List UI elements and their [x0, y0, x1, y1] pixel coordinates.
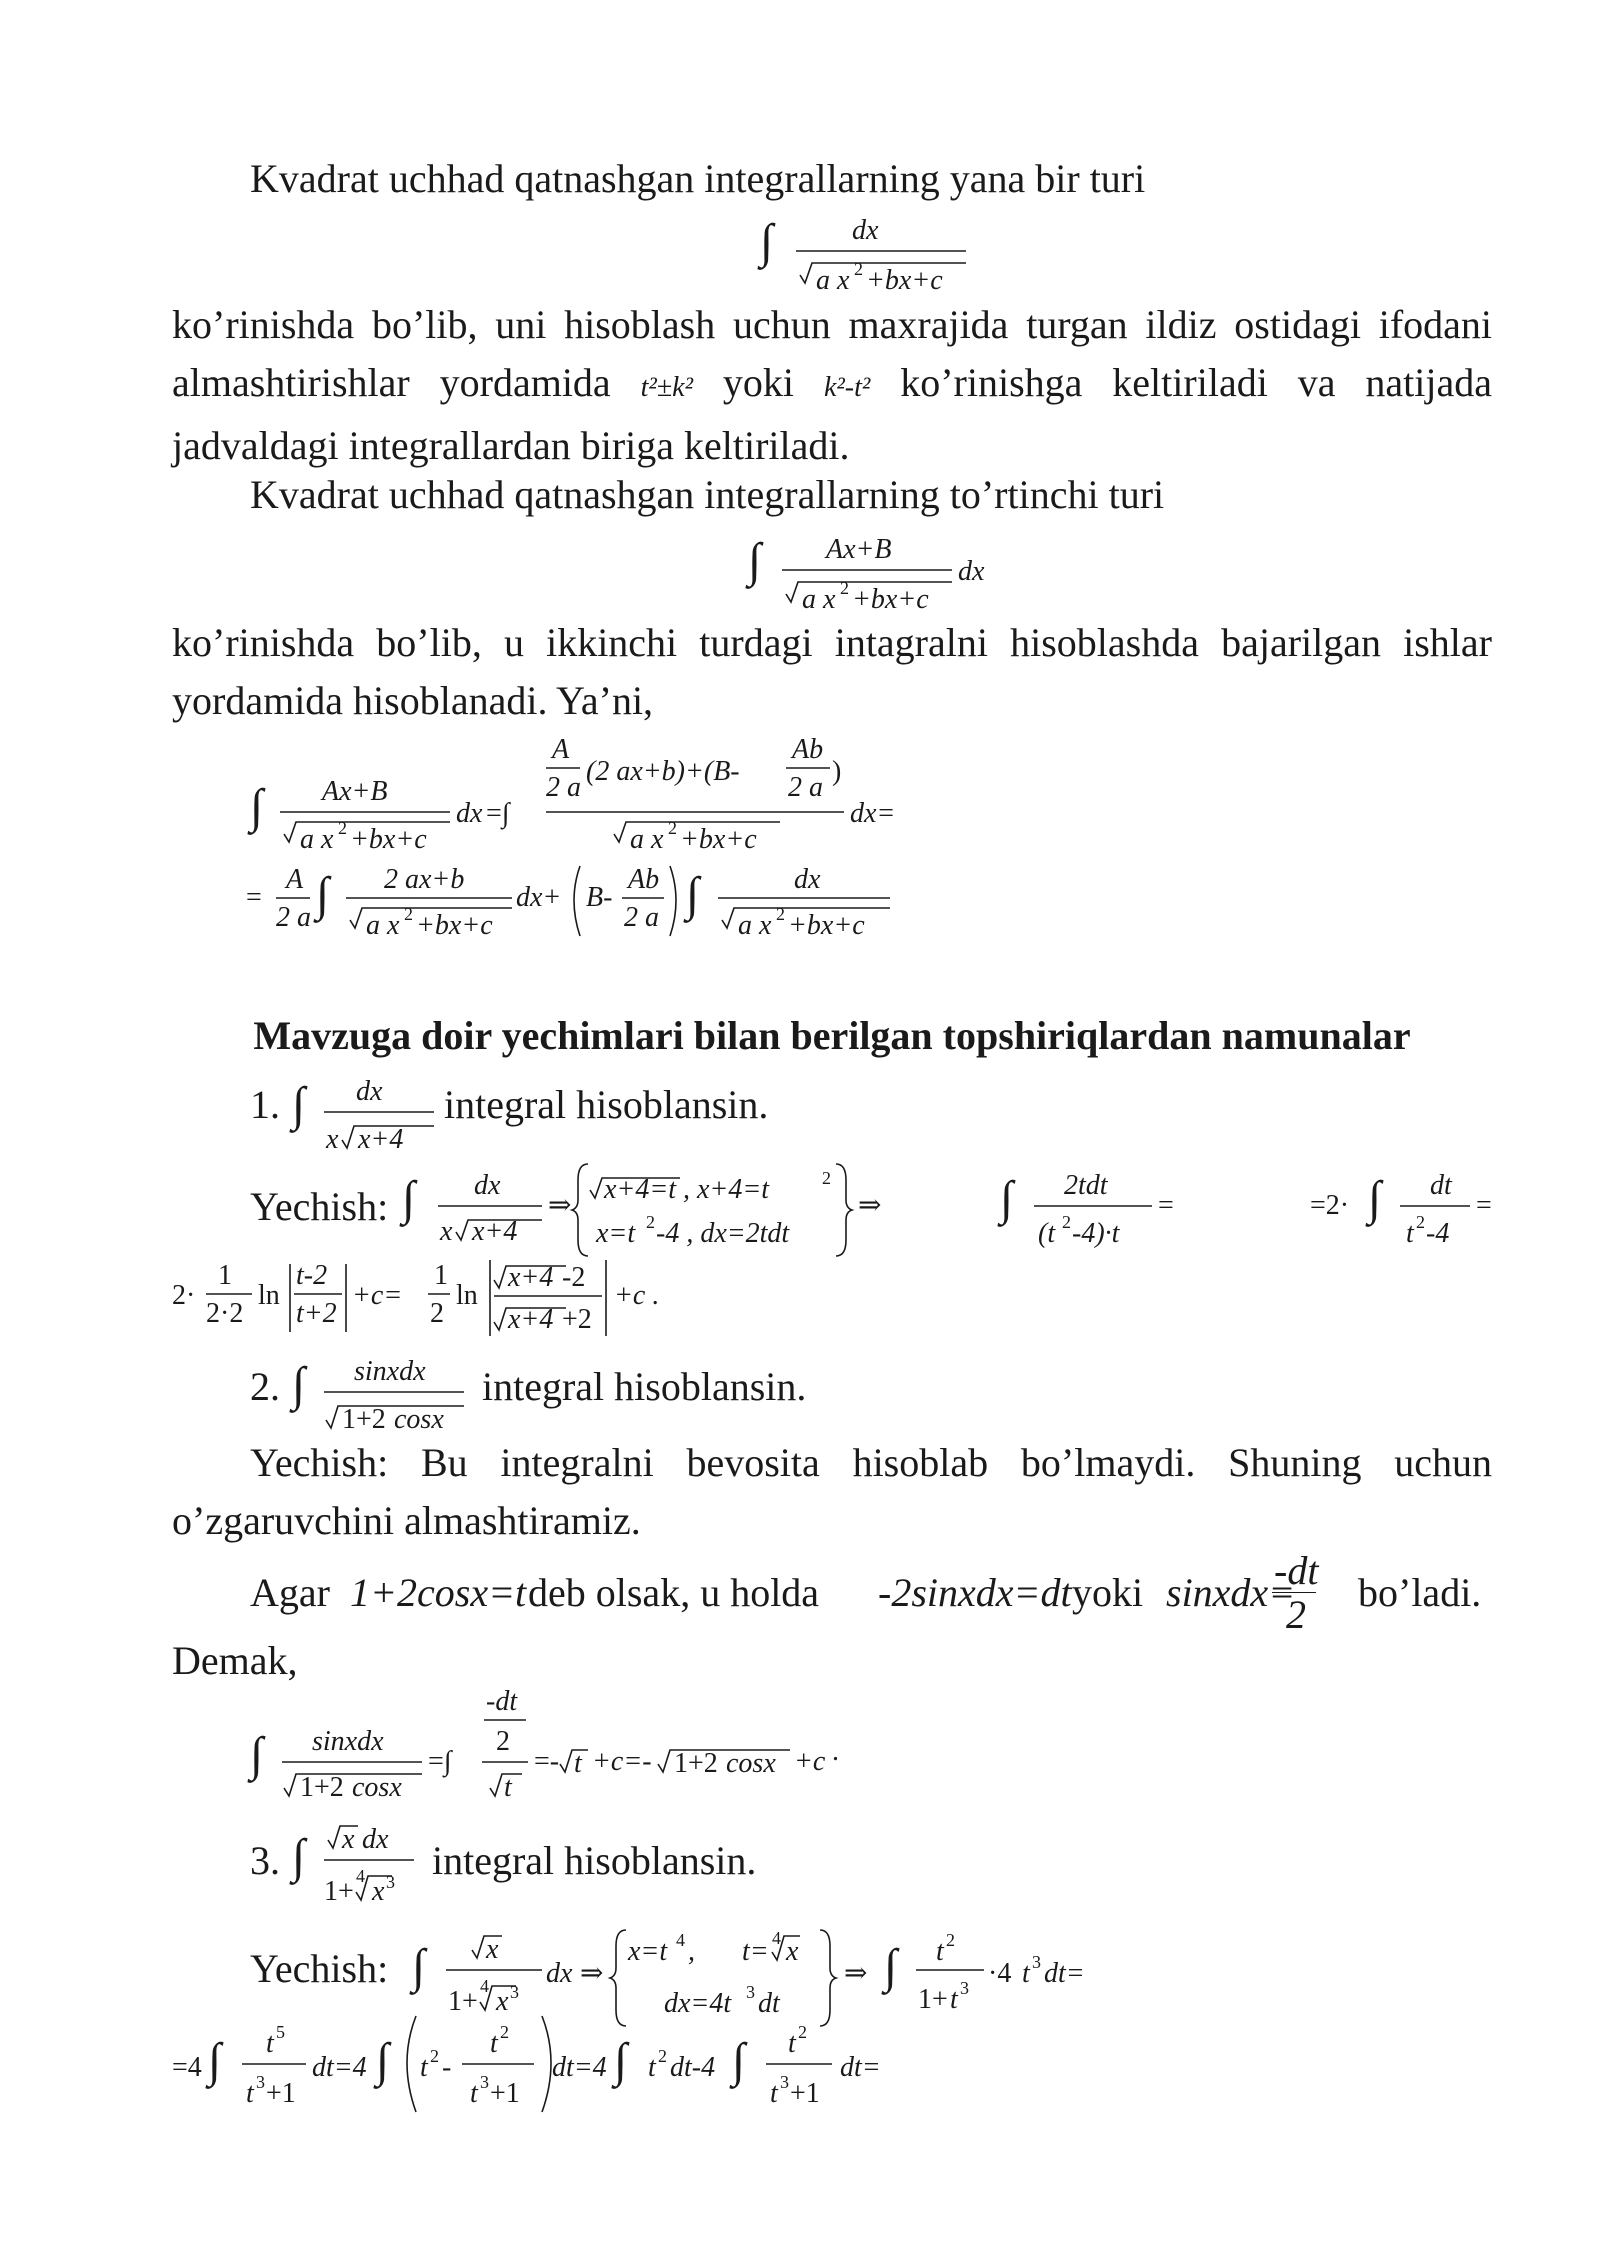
svg-text:A: A — [286, 864, 304, 895]
svg-text:x: x — [326, 1124, 339, 1155]
svg-text:dt=4: dt=4 — [312, 2052, 367, 2083]
svg-text:2 a: 2 a — [788, 772, 823, 803]
svg-text:dx: dx — [474, 1170, 501, 1201]
math-t2-pm-k2: t²±k² — [640, 372, 693, 403]
svg-text:dx: dx — [958, 556, 985, 587]
svg-text:1+2: 1+2 — [342, 1404, 386, 1435]
math-substitution-2: -2sinxdx=dt — [878, 1570, 1072, 1615]
svg-text:2 a: 2 a — [276, 902, 311, 933]
svg-text:(2 ax+b)+(B-: (2 ax+b)+(B- — [586, 756, 740, 787]
formula-example-3-integral — [292, 1808, 422, 1913]
svg-text:2: 2 — [496, 1726, 510, 1757]
svg-text:(t: (t — [1038, 1218, 1056, 1249]
svg-text:B-: B- — [586, 882, 613, 913]
example-3-solution-label: Yechish: — [250, 1946, 389, 1991]
svg-text:⇒: ⇒ — [858, 1190, 882, 1221]
svg-text:3: 3 — [746, 1982, 755, 2002]
svg-text:3: 3 — [510, 1982, 519, 2002]
svg-text:2tdt: 2tdt — [1064, 1170, 1108, 1201]
svg-text:=4: =4 — [172, 2052, 202, 2083]
svg-text:t: t — [1022, 1958, 1030, 1989]
svg-text:cosx: cosx — [394, 1404, 444, 1435]
conjunction-yoki: yoki — [722, 360, 795, 405]
svg-text:t-2: t-2 — [296, 1260, 328, 1291]
section-heading: Mavzuga doir yechimlari bilan berilgan topshiriqlardan namunalar — [253, 1013, 1411, 1058]
svg-text:∫: ∫ — [376, 2034, 390, 2087]
svg-text:dt: dt — [758, 1988, 780, 2019]
svg-text:2: 2 — [798, 2022, 807, 2042]
svg-text:+1: +1 — [790, 2078, 820, 2109]
svg-text:-4: -4 — [1426, 1218, 1450, 1249]
svg-text:x+4=t , x+4=t: x+4=t , x+4=t — [604, 1174, 769, 1205]
svg-text:+bx+c: +bx+c — [866, 265, 943, 296]
svg-text:Ax+B: Ax+B — [322, 776, 388, 807]
svg-text:∫: ∫ — [250, 780, 264, 833]
example-3-text: integral hisoblansin. — [432, 1838, 757, 1883]
svg-text:1: 1 — [434, 1260, 448, 1291]
svg-text:a x: a x — [738, 910, 772, 941]
math-substitution-3-num: -dt — [1274, 1548, 1319, 1593]
svg-text:=∫: =∫ — [428, 1746, 452, 1777]
svg-text:3: 3 — [386, 1872, 395, 1892]
svg-text:2: 2 — [854, 259, 863, 279]
svg-text:2: 2 — [430, 2046, 439, 2066]
svg-text:t=: t= — [742, 1936, 769, 1967]
svg-text:+c .: +c . — [614, 1280, 660, 1311]
formula-integral-linear-over-root — [748, 524, 1008, 619]
svg-text:x=t: x=t — [628, 1936, 668, 1967]
svg-text:t: t — [1406, 1218, 1414, 1249]
svg-text:t: t — [574, 1748, 582, 1779]
example-2-text: integral hisoblansin. — [482, 1364, 807, 1409]
svg-text:⇒: ⇒ — [548, 1190, 572, 1221]
svg-text:cosx: cosx — [726, 1748, 776, 1779]
svg-text:+bx+c: +bx+c — [852, 584, 929, 615]
svg-text:Ab: Ab — [792, 734, 824, 765]
svg-text:=: = — [246, 882, 262, 913]
paragraph-explanation-third-type — [172, 296, 1492, 475]
svg-text:dx: dx — [852, 215, 879, 246]
example-1-text: integral hisoblansin. — [444, 1082, 769, 1127]
svg-text:dx: dx — [456, 798, 483, 829]
svg-text:-: - — [442, 2052, 452, 2083]
svg-text:1+2: 1+2 — [674, 1748, 718, 1779]
svg-text:5: 5 — [276, 2022, 285, 2042]
svg-text:∫: ∫ — [884, 1940, 898, 1993]
svg-text:2·: 2· — [172, 1280, 196, 1311]
paragraph-intro-third-type: Kvadrat uchhad qatnashgan integrallarning yana bir turi — [250, 156, 1146, 201]
formula-example-3-result — [172, 2012, 932, 2127]
svg-text:4: 4 — [356, 1866, 365, 1886]
agar-label: Agar — [250, 1570, 330, 1615]
example-3-number: 3. — [250, 1838, 280, 1883]
svg-text:-dt: -dt — [486, 1686, 518, 1717]
svg-text:2: 2 — [668, 818, 677, 838]
svg-text:dt=: dt= — [840, 2052, 881, 2083]
svg-text:∫: ∫ — [614, 2034, 628, 2087]
svg-text:1+: 1+ — [918, 1984, 948, 2015]
svg-text:dt=: dt= — [1044, 1958, 1085, 1989]
svg-text:2: 2 — [1062, 1212, 1071, 1232]
svg-text:2: 2 — [338, 818, 347, 838]
svg-text:2: 2 — [1416, 1212, 1425, 1232]
svg-text:x+4: x+4 — [508, 1262, 554, 1293]
svg-text:3: 3 — [960, 1978, 969, 1998]
svg-text:∫: ∫ — [732, 2034, 746, 2087]
svg-text:t: t — [266, 2028, 274, 2059]
svg-text:2: 2 — [946, 1930, 955, 1950]
svg-text:·4: ·4 — [988, 1958, 1012, 1989]
svg-text:⇒: ⇒ — [844, 1958, 868, 1989]
svg-text:a x: a x — [816, 265, 850, 296]
svg-text:t+2: t+2 — [296, 1298, 337, 1329]
svg-text:2: 2 — [658, 2046, 667, 2066]
svg-text:x+4: x+4 — [358, 1124, 404, 1155]
svg-text:t: t — [420, 2052, 428, 2083]
svg-text:x: x — [440, 1216, 453, 1247]
svg-text:+bx+c: +bx+c — [680, 824, 757, 855]
paragraph-text: ko’rinishga keltiriladi va natijada jadvaldagi integrallardan biriga keltiriladi. — [172, 360, 1493, 468]
math-substitution-3-lhs: sinxdx= — [1166, 1570, 1296, 1615]
svg-text:dt-4: dt-4 — [670, 2052, 716, 2083]
svg-text:t: t — [788, 2028, 796, 2059]
svg-text:4: 4 — [676, 1930, 685, 1950]
svg-text:ln: ln — [456, 1280, 478, 1311]
svg-text:∫: ∫ — [292, 1358, 306, 1411]
formula-example-1-integral — [292, 1064, 442, 1159]
svg-text:x+4: x+4 — [508, 1304, 554, 1335]
formula-fourth-type-decomposition — [246, 730, 930, 965]
svg-text:3: 3 — [780, 2072, 789, 2092]
svg-text:1+2: 1+2 — [300, 1772, 344, 1803]
svg-text:x: x — [372, 1876, 385, 1907]
svg-text:∫: ∫ — [412, 1940, 426, 1993]
svg-text:Ab: Ab — [628, 864, 660, 895]
svg-text:,: , — [688, 1936, 695, 1967]
svg-text:4: 4 — [480, 1976, 489, 1996]
svg-text:+1: +1 — [490, 2078, 520, 2109]
svg-text:sinxdx: sinxdx — [354, 1356, 426, 1387]
svg-text:1+: 1+ — [448, 1986, 478, 2017]
svg-text:=: = — [1158, 1190, 1174, 1221]
svg-text:1: 1 — [218, 1260, 232, 1291]
svg-text:∫: ∫ — [686, 868, 700, 921]
svg-text:2: 2 — [840, 578, 849, 598]
svg-text:dt=4: dt=4 — [552, 2052, 607, 2083]
svg-text:∫: ∫ — [292, 1830, 306, 1883]
svg-text:=2·: =2· — [1310, 1190, 1350, 1221]
svg-text:+c=: +c= — [352, 1280, 403, 1311]
example-1-number: 1. — [250, 1082, 280, 1127]
svg-text:2 a: 2 a — [624, 902, 659, 933]
svg-text:t: t — [246, 2078, 254, 2109]
formula-integral-dx-over-root — [760, 205, 980, 300]
svg-text:3: 3 — [256, 2072, 265, 2092]
svg-text:∫: ∫ — [760, 215, 774, 268]
svg-text:+c: +c — [794, 1746, 826, 1777]
svg-text:a x: a x — [630, 824, 664, 855]
svg-text:+c=-: +c=- — [592, 1746, 652, 1777]
svg-text:∫: ∫ — [748, 534, 762, 587]
svg-text:2 ax+b: 2 ax+b — [384, 864, 465, 895]
svg-text:t: t — [950, 1984, 958, 2015]
svg-text:cosx: cosx — [352, 1772, 402, 1803]
svg-text:3: 3 — [1032, 1952, 1041, 1972]
svg-text:x: x — [486, 1934, 499, 1965]
svg-text:2·2: 2·2 — [206, 1298, 244, 1329]
svg-text:dx: dx — [362, 1824, 389, 1855]
svg-text:=: = — [1476, 1190, 1492, 1221]
svg-text:⇒: ⇒ — [580, 1958, 604, 1989]
svg-text:x: x — [786, 1936, 799, 1967]
svg-text:a x: a x — [802, 584, 836, 615]
svg-text:dt: dt — [1430, 1170, 1452, 1201]
svg-text:Ax+B: Ax+B — [826, 534, 892, 565]
svg-text:sinxdx: sinxdx — [312, 1726, 384, 1757]
svg-text:+1: +1 — [266, 2078, 296, 2109]
svg-text:1+: 1+ — [324, 1876, 354, 1907]
svg-text:): ) — [832, 756, 842, 787]
svg-text:4: 4 — [772, 1928, 781, 1948]
yoki-label: yoki — [1072, 1570, 1144, 1615]
svg-text:∫: ∫ — [402, 1172, 416, 1225]
deb-olsak-label: deb olsak, u holda — [528, 1570, 820, 1615]
paragraph-fourth-type-method: ko’rinishda bo’lib, u ikkinchi turdagi intagralni hisoblashda bajarilgan ishlar yordamida hisoblanadi. Ya’ni, — [172, 620, 1492, 723]
svg-text:2: 2 — [404, 904, 413, 924]
svg-text:a x: a x — [300, 824, 334, 855]
demak-label: Demak, — [172, 1638, 298, 1683]
svg-text:+bx+c: +bx+c — [788, 910, 865, 941]
svg-text:+2: +2 — [562, 1304, 592, 1335]
example-1-solution-label: Yechish: — [250, 1184, 389, 1229]
svg-text:∫: ∫ — [208, 2034, 222, 2087]
svg-text:dx=4t: dx=4t — [664, 1988, 732, 2019]
svg-text:x+4: x+4 — [472, 1216, 518, 1247]
svg-text:2 a: 2 a — [546, 772, 581, 803]
svg-text:.: . — [832, 1736, 839, 1767]
svg-text:ln: ln — [258, 1280, 280, 1311]
svg-text:t: t — [936, 1936, 944, 1967]
svg-text:∫: ∫ — [292, 1078, 306, 1131]
formula-example-1-result — [172, 1252, 732, 1347]
svg-text:dx: dx — [356, 1076, 383, 1107]
svg-text:t: t — [504, 1772, 512, 1803]
svg-text:dx=: dx= — [850, 798, 896, 829]
svg-text:dx: dx — [794, 864, 821, 895]
svg-text:x=t: x=t — [596, 1218, 636, 1249]
svg-text:A: A — [552, 734, 570, 765]
svg-text:-4 , dx=2tdt: -4 , dx=2tdt — [656, 1218, 790, 1249]
svg-text:∫: ∫ — [316, 868, 330, 921]
svg-text:2: 2 — [430, 1298, 444, 1329]
boladi-label: bo’ladi. — [1358, 1570, 1482, 1615]
svg-text:t: t — [648, 2052, 656, 2083]
svg-text:∫: ∫ — [1368, 1172, 1382, 1225]
svg-text:dx+: dx+ — [516, 882, 562, 913]
svg-text:2: 2 — [500, 2022, 509, 2042]
example-2-solution-paragraph: Yechish: Bu integralni bevosita hisoblab bo’lmaydi. Shuning uchun o’zgaruvchini almashtiramiz. — [172, 1440, 1492, 1543]
svg-text:+bx+c: +bx+c — [350, 824, 427, 855]
svg-text:x: x — [342, 1824, 355, 1855]
math-substitution-3-den: 2 — [1286, 1592, 1306, 1637]
math-k2-minus-t2: k²-t² — [823, 372, 871, 403]
svg-text:t: t — [490, 2028, 498, 2059]
svg-text:-4)·t: -4)·t — [1072, 1218, 1120, 1249]
svg-text:∫: ∫ — [1000, 1172, 1014, 1225]
svg-text:t: t — [470, 2078, 478, 2109]
svg-text:3: 3 — [480, 2072, 489, 2092]
svg-text:a x: a x — [366, 910, 400, 941]
paragraph-text: ko’rinishda bo’lib, uni hisoblash uchun maxrajida turgan ildiz ostidagi ifodani almashtirishlar yordamida — [172, 302, 1492, 405]
svg-text:dx: dx — [546, 1958, 573, 1989]
formula-example-2-result — [250, 1686, 910, 1815]
svg-text:x: x — [496, 1986, 509, 2017]
svg-text:t: t — [770, 2078, 778, 2109]
svg-text:=∫: =∫ — [486, 798, 510, 829]
svg-text:2: 2 — [776, 904, 785, 924]
paragraph-intro-fourth-type: Kvadrat uchhad qatnashgan integrallarning to’rtinchi turi — [250, 472, 1165, 517]
svg-text:2: 2 — [646, 1212, 655, 1232]
svg-text:=-: =- — [534, 1746, 560, 1777]
svg-text:+bx+c: +bx+c — [416, 910, 493, 941]
math-substitution-1: 1+2cosx=t — [350, 1570, 527, 1615]
svg-text:∫: ∫ — [250, 1728, 264, 1781]
formula-example-2-integral — [292, 1344, 472, 1439]
svg-text:-2: -2 — [562, 1262, 586, 1293]
example-2-number: 2. — [250, 1364, 280, 1409]
svg-text:2: 2 — [822, 1168, 831, 1188]
